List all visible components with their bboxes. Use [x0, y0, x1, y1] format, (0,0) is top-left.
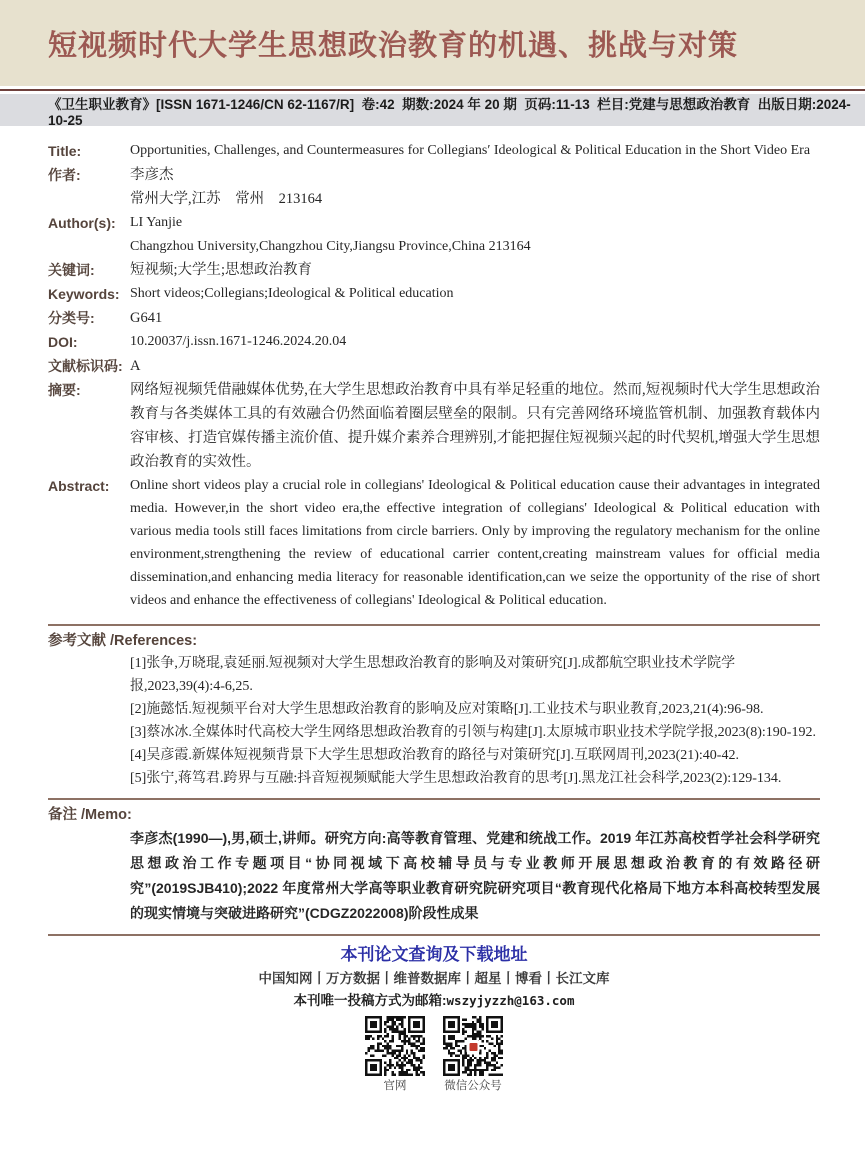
field-row-author-en	[48, 211, 820, 235]
field-row-document-code	[48, 354, 820, 378]
website-qr-code	[365, 1016, 425, 1076]
field-value-classification: G641	[130, 310, 163, 326]
qr-item-website	[365, 1016, 425, 1093]
wechat-logo-icon	[467, 1040, 480, 1053]
submission-email-line	[48, 992, 820, 1010]
field-value-document-code: A	[130, 358, 141, 374]
reference-item: [5]张宁,蒋笃君.跨界与互融:抖音短视频赋能大学生思想政治教育的思考[J].黑龙江社会科学,2023(2):129-134.	[130, 771, 782, 786]
field-value-affiliation-en: Changzhou University,Changzhou City,Jiangsu Province,China 213164	[130, 239, 531, 254]
field-row-author-cn	[48, 163, 820, 187]
journal-info-bar	[0, 94, 865, 126]
red-rule	[0, 89, 865, 91]
journal-info-text: 《卫生职业教育》[ISSN 1671-1246/CN 62-1167/R] 卷:42 期数:2024 年 20 期 页码:11-13 栏目:党建与思想政治教育 出版日期:2024-10-25	[48, 96, 851, 128]
field-row-affiliation-cn	[48, 187, 820, 211]
qr-label-website: 官网	[383, 1080, 407, 1092]
submission-email: wszyjyzzh@163.com	[446, 993, 575, 1008]
references-header: 参考文献 /References:	[48, 633, 198, 649]
email-prefix: 本刊唯一投稿方式为邮箱:	[293, 993, 447, 1008]
reference-item: [1]张争,万晓琨,袁延丽.短视频对大学生思想政治教育的影响及对策研究[J].成都航空职业技术学院学报,2023,39(4):4-6,25.	[130, 656, 736, 694]
field-row-abstract-cn	[48, 378, 820, 474]
metadata-body	[0, 126, 865, 1093]
qr-code-row	[48, 1016, 820, 1093]
field-value-keywords-en: Short videos;Collegians;Ideological & Political education	[130, 286, 454, 301]
field-value-keywords-cn: 短视频;大学生;思想政治教育	[130, 262, 313, 278]
footer-title: 本刊论文查询及下载地址	[340, 945, 528, 964]
qr-item-wechat	[443, 1016, 503, 1093]
section-divider	[48, 798, 820, 800]
field-row-keywords-en	[48, 282, 820, 306]
abstract-en-text: Online short videos play a crucial role in collegians' Ideological & Political education cause their advantages in integrated media. However,in the short video era,the effective integration of collegians' Ideological & Political education with various media tools still faces limitations from circle barriers. Only by improving the regulatory mechanism for the online environment,strengthening the review of educational carrier content,creating mainstream values for official media dissemination,and enhancing media literacy for reasonable identification,can we seize the opportunity of the rise of short videos and enhance the effectiveness of collegians' Ideological & Political education.	[130, 478, 824, 608]
field-value-title-en: Opportunities, Challenges, and Countermeasures for Collegians′ Ideological & Political Education in the Short Video Era	[130, 143, 811, 158]
field-row-classification	[48, 306, 820, 330]
section-divider	[48, 624, 820, 626]
field-value-affiliation-cn: 常州大学,江苏 常州 213164	[130, 191, 323, 207]
field-label	[48, 235, 130, 258]
title-banner	[0, 0, 865, 86]
journal-footer	[48, 944, 820, 1093]
field-label: 分类号:	[48, 310, 95, 326]
field-label: DOI:	[48, 334, 78, 350]
field-value-author-en: LI Yanjie	[130, 215, 183, 230]
database-list: 中国知网丨万方数据丨维普数据库丨超星丨博看丨长江文库	[258, 971, 610, 986]
field-row-keywords-cn	[48, 258, 820, 282]
article-title: 短视频时代大学生思想政治教育的机遇、挑战与对策	[48, 29, 739, 62]
field-row-abstract-en	[48, 474, 824, 612]
field-label: Abstract:	[48, 478, 110, 494]
abstract-cn-text: 网络短视频凭借融媒体优势,在大学生思想政治教育中具有举足轻重的地位。然而,短视频时代大学生思想政治教育与各类媒体工具的有效融合仍然面临着圈层壁垒的限制。只有完善网络环境监管机制、加强教育载体内容审核、打造官媒传播主流价值、提升媒介素养合理辨别,才能把握住短视频兴起的时代契机,增强大学生思想政治教育的实效性。	[130, 382, 820, 470]
field-label	[48, 187, 130, 211]
field-value-doi: 10.20037/j.issn.1671-1246.2024.20.04	[130, 334, 347, 349]
field-label: 关键词:	[48, 262, 95, 278]
reference-item: [2]施懿恬.短视频平台对大学生思想政治教育的影响及应对策略[J].工业技术与职业教育,2023,21(4):96-98.	[130, 702, 764, 717]
field-label: 作者:	[48, 167, 81, 183]
field-label: 文献标识码:	[48, 358, 123, 374]
field-label: Author(s):	[48, 215, 116, 231]
reference-item: [4]吴彦霞.新媒体短视频背景下大学生思想政治教育的路径与对策研究[J].互联网周刊,2023(21):40-42.	[130, 748, 739, 763]
references-list	[130, 652, 820, 790]
field-value-author-cn: 李彦杰	[130, 167, 174, 183]
field-row-affiliation-en	[48, 235, 820, 258]
field-label: Title:	[48, 143, 82, 159]
memo-text: 李彦杰(1990—),男,硕士,讲师。研究方向:高等教育管理、党建和统战工作。2019 年江苏高校哲学社会科学研究思想政治工作专题项目“协同视域下高校辅导员与专业教师开展思想政治教育的有效路径研究”(2019SJB410);2022 年度常州大学高等职业教育研究院研究项目“教育现代化格局下地方本科高校转型发展的现实情境与突破进路研究”(CDGZ2022008)阶段性成果	[130, 830, 820, 921]
field-row-title	[48, 139, 820, 163]
field-label: Keywords:	[48, 286, 120, 302]
field-row-doi	[48, 330, 820, 354]
field-label: 摘要:	[48, 382, 81, 398]
memo-header: 备注 /Memo:	[48, 807, 132, 823]
reference-item: [3]蔡冰冰.全媒体时代高校大学生网络思想政治教育的引领与构建[J].太原城市职业技术学院学报,2023(8):190-192.	[130, 725, 816, 740]
qr-label-wechat: 微信公众号	[444, 1080, 502, 1092]
section-divider	[48, 934, 820, 936]
